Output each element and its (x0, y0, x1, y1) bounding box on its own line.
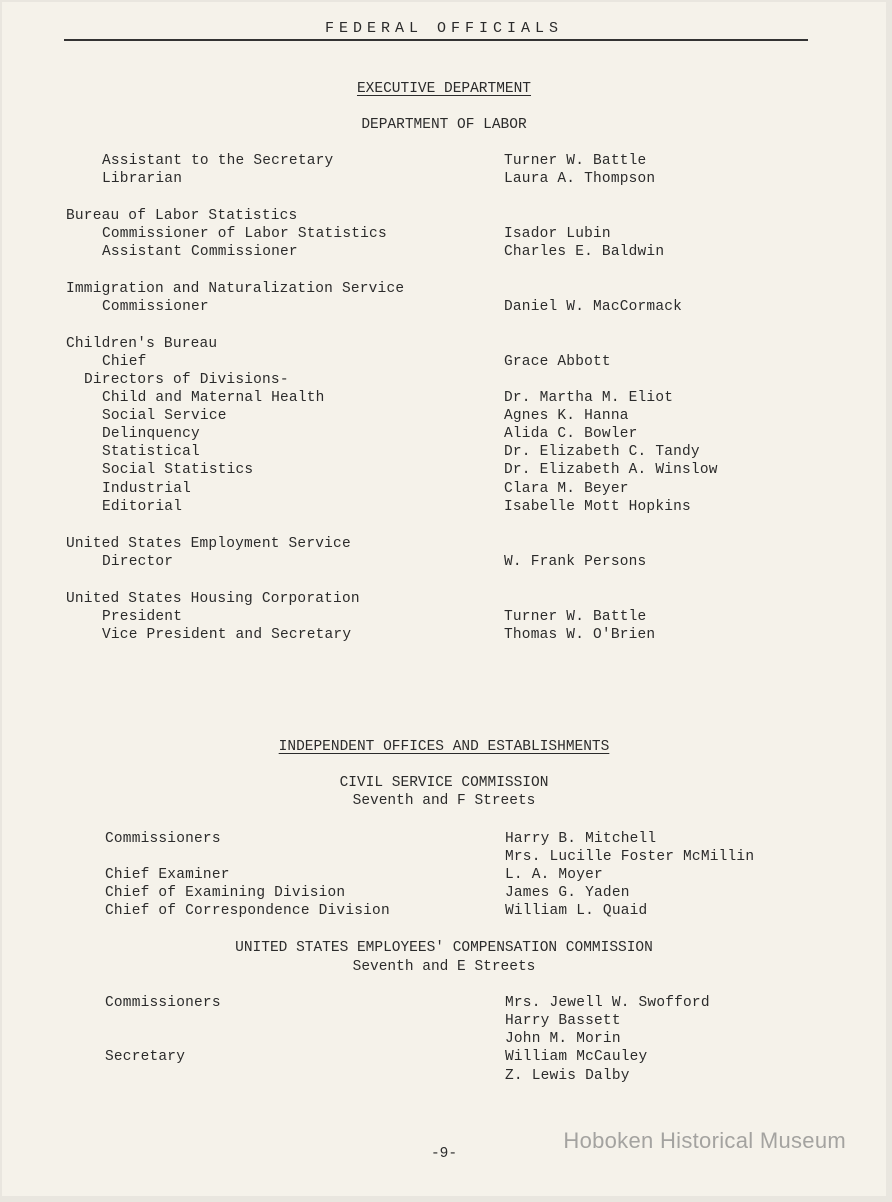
position-label: Industrial (102, 481, 192, 497)
official-name: Turner W. Battle (504, 153, 647, 169)
page-number: -9- (430, 1146, 458, 1162)
independent-heading: INDEPENDENT OFFICES AND ESTABLISHMENTS (278, 739, 610, 755)
position-label: Directors of Divisions- (84, 372, 289, 388)
official-name: Grace Abbott (504, 354, 611, 370)
official-name: W. Frank Persons (504, 554, 647, 570)
document-page (2, 2, 886, 1196)
civil-service-address: Seventh and F Streets (352, 793, 536, 809)
position-label: Statistical (102, 444, 200, 460)
official-name: Mrs. Jewell W. Swofford (505, 995, 710, 1011)
official-name: Z. Lewis Dalby (505, 1068, 630, 1084)
position-label: Assistant to the Secretary (102, 153, 334, 169)
position-label: Social Statistics (102, 462, 254, 478)
position-label: Commissioner (102, 299, 209, 315)
header-rule (64, 39, 808, 41)
official-name: Charles E. Baldwin (504, 244, 665, 260)
compensation-title: UNITED STATES EMPLOYEES' COMPENSATION COMMISSION (235, 940, 653, 956)
official-name: William McCauley (505, 1049, 648, 1065)
watermark: Hoboken Historical Museum (563, 1128, 846, 1153)
official-name: Mrs. Lucille Foster McMillin (505, 849, 755, 865)
official-name: Harry Bassett (505, 1013, 621, 1029)
civil-service-title: CIVIL SERVICE COMMISSION (339, 775, 549, 791)
official-name: Isabelle Mott Hopkins (504, 499, 691, 515)
position-label: Commissioners (105, 995, 221, 1011)
section-label: Bureau of Labor Statistics (66, 208, 298, 224)
official-name: James G. Yaden (505, 885, 630, 901)
position-label: Chief of Examining Division (105, 885, 346, 901)
position-label: Delinquency (102, 426, 200, 442)
section-label: Children's Bureau (66, 336, 218, 352)
official-name: Alida C. Bowler (504, 426, 638, 442)
position-label: Chief (102, 354, 147, 370)
position-label: Assistant Commissioner (102, 244, 298, 260)
position-label: Vice President and Secretary (102, 627, 352, 643)
position-label: Librarian (102, 171, 183, 187)
position-label: Director (102, 554, 174, 570)
official-name: L. A. Moyer (505, 867, 603, 883)
section-label: United States Employment Service (66, 536, 351, 552)
position-label: Child and Maternal Health (102, 390, 325, 406)
official-name: Thomas W. O'Brien (504, 627, 656, 643)
department-heading: DEPARTMENT OF LABOR (361, 117, 527, 133)
official-name: Clara M. Beyer (504, 481, 629, 497)
position-label: Social Service (102, 408, 227, 424)
position-label: Chief Examiner (105, 867, 230, 883)
official-name: Daniel W. MacCormack (504, 299, 683, 315)
official-name: William L. Quaid (505, 903, 648, 919)
position-label: Editorial (102, 499, 183, 515)
position-label: President (102, 609, 183, 625)
official-name: John M. Morin (505, 1031, 621, 1047)
official-name: Dr. Elizabeth A. Winslow (504, 462, 718, 478)
official-name: Dr. Martha M. Eliot (504, 390, 674, 406)
position-label: Commissioners (105, 831, 221, 847)
executive-heading: EXECUTIVE DEPARTMENT (356, 81, 532, 97)
page-header-title: FEDERAL OFFICIALS (324, 20, 564, 37)
official-name: Turner W. Battle (504, 609, 647, 625)
position-label: Commissioner of Labor Statistics (102, 226, 387, 242)
official-name: Isador Lubin (504, 226, 611, 242)
position-label: Secretary (105, 1049, 186, 1065)
position-label: Chief of Correspondence Division (105, 903, 390, 919)
official-name: Agnes K. Hanna (504, 408, 629, 424)
official-name: Dr. Elizabeth C. Tandy (504, 444, 700, 460)
section-label: United States Housing Corporation (66, 591, 360, 607)
compensation-address: Seventh and E Streets (352, 959, 536, 975)
section-label: Immigration and Naturalization Service (66, 281, 405, 297)
official-name: Harry B. Mitchell (505, 831, 657, 847)
official-name: Laura A. Thompson (504, 171, 656, 187)
